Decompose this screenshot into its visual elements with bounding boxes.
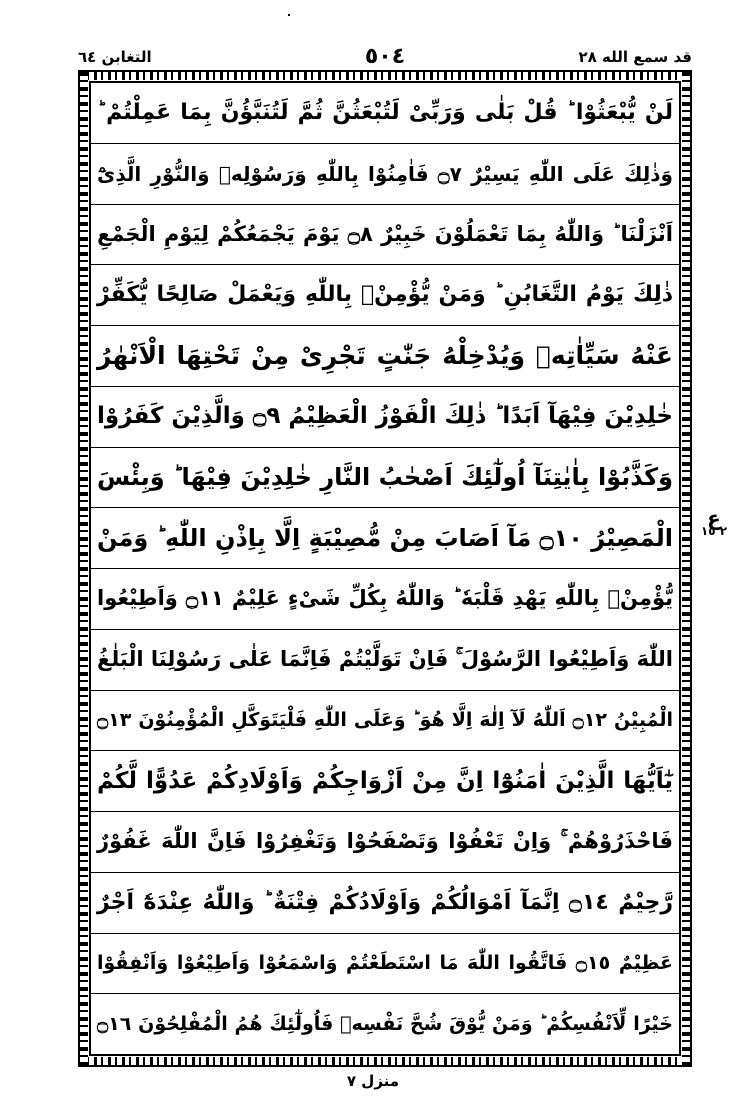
surah-name-header: التغابن ٦٤ <box>78 48 152 66</box>
page-number: ٥٠٤ <box>364 44 406 69</box>
text-line <box>91 144 679 205</box>
text-line <box>91 83 679 144</box>
frame-border-top <box>80 72 690 80</box>
page-header <box>78 46 692 70</box>
text-line <box>91 812 679 873</box>
text-line <box>91 691 679 752</box>
ruku-symbol: ع <box>707 506 721 530</box>
text-line <box>91 448 679 509</box>
verse-text: عَظِيْمٌ ۝١٥ فَاتَّقُوا اللّٰهَ مَا اسْتَطَعْتُمْ وَاسْمَعُوْا وَاَطِيْعُوْا وَاَنْفِقُوْا <box>97 951 673 974</box>
verse-text: الْمُبِيْنُ ۝١٢ اَللّٰهُ لَآ اِلٰهَ اِلَّا هُوَ ؕ وَعَلَى اللّٰهِ فَلْيَتَوَكَّلِ الْمُؤْمِنُوْنَ ۝١٣ <box>97 708 674 731</box>
verse-text: لَنْ يُّبْعَثُوْا ؕ قُلْ بَلٰى وَرَبِّىْ لَتُبْعَثُنَّ ثُمَّ لَتُنَبَّؤُنَّ بِمَا عَمِلْتُمْ ؕ <box>97 99 673 125</box>
text-line <box>91 751 679 812</box>
verse-text: عَنْهُ سَيِّاٰتِهٖ وَيُدْخِلْهُ جَنّٰتٍ تَجْرِىْ مِنْ تَحْتِهَا الْاَنْهٰرُ <box>97 341 673 371</box>
verse-text: الْمَصِيْرُ ۝١٠ مَآ اَصَابَ مِنْ مُّصِيْبَةٍ اِلَّا بِاِذْنِ اللّٰهِ ؕ وَمَنْ <box>96 524 673 553</box>
frame-border-left <box>80 72 88 1065</box>
text-line <box>91 326 679 387</box>
text-line <box>91 569 679 630</box>
verse-text: اَنْزَلْنَا ؕ وَاللّٰهُ بِمَا تَعْمَلُوْنَ خَبِيْرٌ ۝٨ يَوْمَ يَجْمَعُكُمْ لِيَوْمِ الْجَمْعِ <box>97 221 673 246</box>
text-line <box>91 205 679 266</box>
verse-text: وَكَذَّبُوْا بِاٰيٰتِنَآ اُولٰٓئِكَ اَصْحٰبُ النَّارِ خٰلِدِيْنَ فِيْهَا ؕ وَبِئْسَ <box>97 463 673 492</box>
manzil-footer: منزل ٧ <box>346 1072 400 1090</box>
verse-text: يٰٓاَيُّهَا الَّذِيْنَ اٰمَنُوْٓا اِنَّ مِنْ اَزْوَاجِكُمْ وَاَوْلَادِكُمْ عَدُوًّا لَّكُمْ <box>97 767 673 794</box>
ruku-marker <box>696 506 732 574</box>
text-block <box>89 81 681 1056</box>
ruku-count: ١٥ <box>700 524 716 538</box>
text-line <box>91 873 679 934</box>
verse-text: ذٰلِكَ يَوْمُ التَّغَابُنِ ؕ وَمَنْ يُّؤْمِنْۢ بِاللّٰهِ وَيَعْمَلْ صَالِحًا يُّكَفِّرْ <box>97 282 673 308</box>
verse-text: يُّؤْمِنْۢ بِاللّٰهِ يَهْدِ قَلْبَهٗ ؕ وَاللّٰهُ بِكُلِّ شَىْءٍ عَلِيْمٌ ۝١١ وَاَطِيْعُوا <box>97 586 673 611</box>
scan-speck <box>288 14 290 16</box>
ornamental-frame <box>78 70 692 1067</box>
text-line <box>91 934 679 995</box>
ruku-number: ٢ <box>719 524 728 538</box>
verse-text: وَذٰلِكَ عَلَى اللّٰهِ يَسِيْرٌ ۝٧ فَاٰمِنُوْا بِاللّٰهِ وَرَسُوْلِهٖ وَالنُّوْرِ الَّذِىْٓ <box>97 161 673 186</box>
text-line <box>91 508 679 569</box>
frame-border-bottom <box>80 1057 690 1065</box>
frame-border-right <box>682 72 690 1065</box>
juz-name-header: قد سمع الله ٢٨ <box>578 48 692 66</box>
verse-text: فَاحْذَرُوْهُمْ ۚ وَاِنْ تَعْفُوْا وَتَصْفَحُوْا وَتَغْفِرُوْا فَاِنَّ اللّٰهَ غَفُوْرٌ <box>97 829 673 854</box>
verse-text: رَّحِيْمٌ ۝١٤ اِنَّمَآ اَمْوَالُكُمْ وَاَوْلَادُكُمْ فِتْنَةٌ ؕ وَاللّٰهُ عِنْدَهٗٓ اَجْرٌ <box>97 889 673 915</box>
text-line <box>91 265 679 326</box>
text-line <box>91 630 679 691</box>
verse-text: خٰلِدِيْنَ فِيْهَآ اَبَدًا ؕ ذٰلِكَ الْفَوْزُ الْعَظِيْمُ ۝٩ وَالَّذِيْنَ كَفَرُوْا <box>97 403 673 430</box>
verse-text: خَيْرًا لِّاَنْفُسِكُمْ ؕ وَمَنْ يُّوْقَ شُحَّ نَفْسِهٖ فَاُولٰٓئِكَ هُمُ الْمُفْلِحُوْنَ ۝١٦ <box>97 1012 673 1035</box>
text-line <box>91 994 679 1054</box>
verse-text: اللّٰهَ وَاَطِيْعُوا الرَّسُوْلَ ۚ فَاِنْ تَوَلَّيْتُمْ فَاِنَّمَا عَلٰى رَسُوْلِنَا الْبَلٰغُ <box>97 647 673 672</box>
text-line <box>91 387 679 448</box>
